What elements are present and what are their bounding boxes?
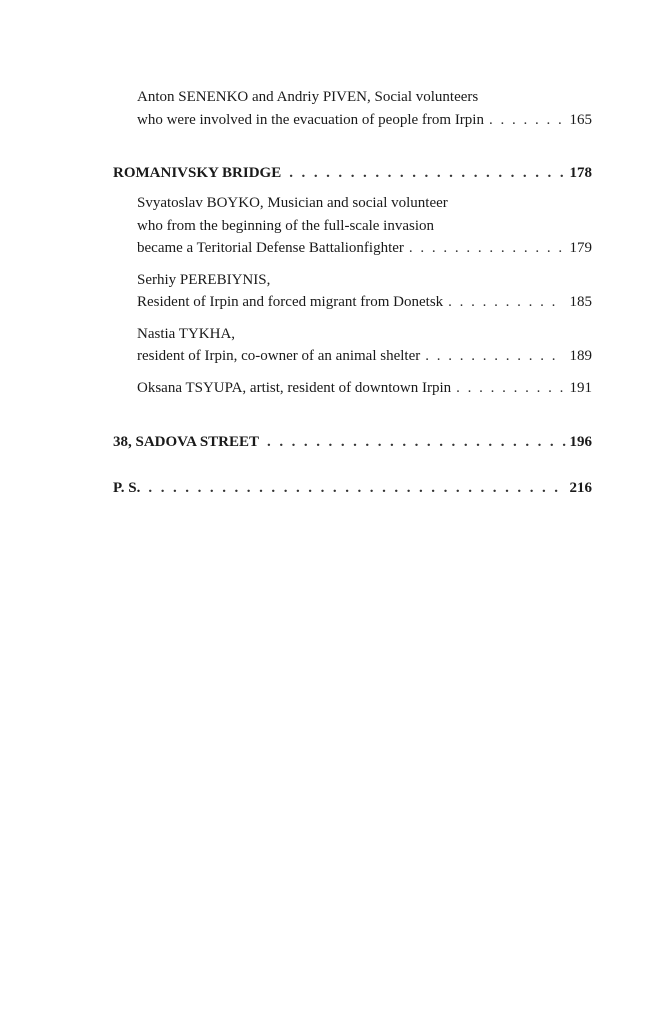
page-number: 189	[569, 348, 592, 364]
toc-section-ps	[113, 477, 592, 499]
table-of-contents	[113, 86, 592, 499]
toc-entry-text: Svyatoslav BOYKO, Musician and social volunteer	[137, 195, 448, 211]
dot-leader	[456, 377, 563, 400]
page-number: 165	[569, 111, 592, 128]
toc-entry-last-line	[137, 109, 592, 132]
toc-entry-text: who were involved in the evacuation of people from Irpin	[137, 111, 484, 128]
toc-entry-text: Anton SENENKO and Andriy PIVEN, Social volunteers	[137, 89, 479, 105]
toc-section-romanivsky-bridge	[113, 162, 592, 184]
page-number: 185	[569, 294, 592, 310]
page-number: 216	[569, 480, 592, 496]
toc-section-sadova-street	[113, 431, 592, 453]
section-title: 38, SADOVA STREET	[113, 434, 260, 450]
toc-entry-text: who from the beginning of the full-scale invasion	[137, 217, 435, 234]
toc-entry-last-line	[137, 291, 592, 314]
dot-leader	[267, 431, 565, 453]
toc-entry-text: became a Teritorial Defense Battalionfighter	[137, 240, 404, 256]
toc-entry-last-line	[137, 237, 592, 260]
toc-entry-last-line	[137, 345, 592, 368]
page-number: 178	[569, 165, 592, 181]
dot-leader	[148, 477, 565, 499]
toc-entry-tykha	[113, 323, 592, 368]
dot-leader	[448, 291, 563, 314]
dot-leader	[289, 162, 565, 184]
toc-entry-text: Nastia TYKHA,	[137, 325, 236, 342]
page-number: 179	[569, 240, 592, 256]
page-number: 191	[569, 379, 592, 396]
toc-entry-text: Oksana TSYUPA, artist, resident of downtown Irpin	[137, 379, 452, 396]
dot-leader	[425, 345, 563, 368]
page-number: 196	[569, 434, 592, 450]
toc-entry-text: resident of Irpin, co-owner of an animal shelter	[137, 348, 421, 364]
section-title: P. S.	[113, 480, 141, 496]
toc-entry-last-line	[137, 377, 592, 400]
section-title: ROMANIVSKY BRIDGE	[113, 165, 282, 181]
toc-entry-senenko	[113, 86, 592, 131]
toc-entry-text: Resident of Irpin and forced migrant from Donetsk	[137, 294, 444, 310]
toc-entry-boyko	[113, 192, 592, 260]
dot-leader	[489, 109, 564, 132]
toc-entry-tsyupa	[113, 377, 592, 400]
dot-leader	[409, 237, 564, 260]
toc-entry-text: Serhiy PEREBIYNIS,	[137, 271, 271, 288]
toc-entry-perebiynis	[113, 269, 592, 314]
